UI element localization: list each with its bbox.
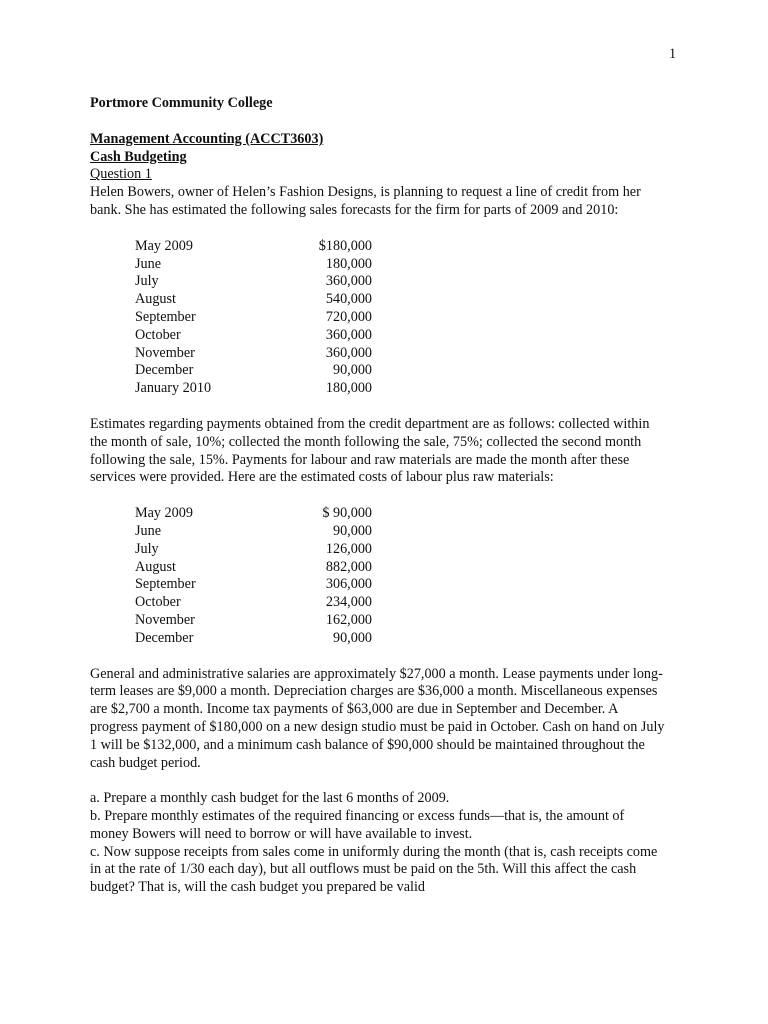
month-label: December [135, 362, 194, 379]
amount-value: 180,000 [325, 255, 372, 272]
labour-costs-table [135, 505, 665, 647]
month-label: May 2009 [135, 505, 193, 522]
amount-value: 360,000 [325, 326, 372, 343]
amount-value: 720,000 [325, 308, 372, 325]
amount-value: $ 90,000 [322, 505, 372, 522]
amount-value: 360,000 [325, 344, 372, 361]
document-body [90, 95, 665, 897]
task-list [90, 790, 665, 897]
month-label: June [135, 522, 162, 539]
amount-value: 90,000 [332, 362, 372, 379]
table-row [135, 380, 665, 398]
month-label: October [135, 326, 181, 343]
task-c: c. Now suppose receipts from sales come in uniformly during the month (that is, cash receipts come in at the rate of 1/30 each day), but all outflows must be paid on the 5th. Will this affect the cash budget? That is, will the cash budget you prepared be valid [90, 843, 658, 896]
table-row [135, 541, 665, 559]
month-label: November [135, 611, 195, 628]
month-label: August [135, 291, 176, 308]
month-label: June [135, 255, 162, 272]
table-row [135, 594, 665, 612]
table-row [135, 273, 665, 291]
month-label: January 2010 [135, 380, 212, 397]
table-row [135, 612, 665, 630]
table-row [135, 309, 665, 327]
sales-forecast-table [135, 238, 665, 398]
amount-value: 90,000 [332, 629, 372, 646]
table-row [135, 291, 665, 309]
table-row [135, 559, 665, 577]
month-label: October [135, 594, 181, 611]
amount-value: $180,000 [318, 237, 372, 254]
amount-value: 882,000 [325, 558, 372, 575]
month-label: July [135, 540, 159, 557]
amount-value: 540,000 [325, 291, 372, 308]
table-row [135, 576, 665, 594]
table-row [135, 362, 665, 380]
amount-value: 180,000 [325, 380, 372, 397]
amount-value: 90,000 [332, 522, 372, 539]
amount-value: 126,000 [325, 540, 372, 557]
month-label: December [135, 629, 194, 646]
course-title: Management Accounting (ACCT3603) [90, 130, 324, 147]
table-row [135, 345, 665, 363]
table-row [135, 327, 665, 345]
table-row [135, 256, 665, 274]
month-label: May 2009 [135, 237, 193, 254]
topic-title: Cash Budgeting [90, 148, 187, 165]
month-label: July [135, 273, 159, 290]
amount-value: 234,000 [325, 594, 372, 611]
question-label: Question 1 [90, 166, 152, 183]
intro-paragraph: Helen Bowers, owner of Helen’s Fashion Designs, is planning to request a line of credit from her bank. She has estimated the following sales forecasts for the firm for parts of 2009 and 2010: [90, 184, 641, 218]
month-label: September [135, 576, 196, 593]
page-number: 1 [669, 46, 677, 62]
table-row [135, 630, 665, 648]
task-a: a. Prepare a monthly cash budget for the last 6 months of 2009. [90, 790, 450, 807]
amount-value: 360,000 [325, 273, 372, 290]
payments-paragraph: Estimates regarding payments obtained from the credit department are as follows: collected within the month of sale, 10%; collected the month following the sale, 75%; collected the second month following the sale, 15%. Payments for labour and raw materials are made the month after these services were provided. Here are the estimated costs of labour plus raw materials: [90, 415, 650, 486]
month-label: September [135, 308, 196, 325]
college-name: Portmore Community College [90, 95, 273, 111]
table-row [135, 505, 665, 523]
task-b: b. Prepare monthly estimates of the required financing or excess funds—that is, the amount of money Bowers will need to borrow or will have available to invest. [90, 808, 625, 842]
amount-value: 306,000 [325, 576, 372, 593]
month-label: August [135, 558, 176, 575]
amount-value: 162,000 [325, 611, 372, 628]
table-row [135, 523, 665, 541]
table-row [135, 238, 665, 256]
title-block [90, 131, 665, 184]
month-label: November [135, 344, 195, 361]
expenses-paragraph: General and administrative salaries are approximately $27,000 a month. Lease payments under long-term leases are $9,000 a month. Depreciation charges are $36,000 a month. Miscellaneous expenses are $2,700 a month. Income tax payments of $63,000 are due in September and December. A progress payment of $180,000 on a new design studio must be paid in October. Cash on hand on July 1 will be $132,000, and a minimum cash balance of $90,000 should be maintained throughout the cash budget period. [90, 665, 665, 771]
